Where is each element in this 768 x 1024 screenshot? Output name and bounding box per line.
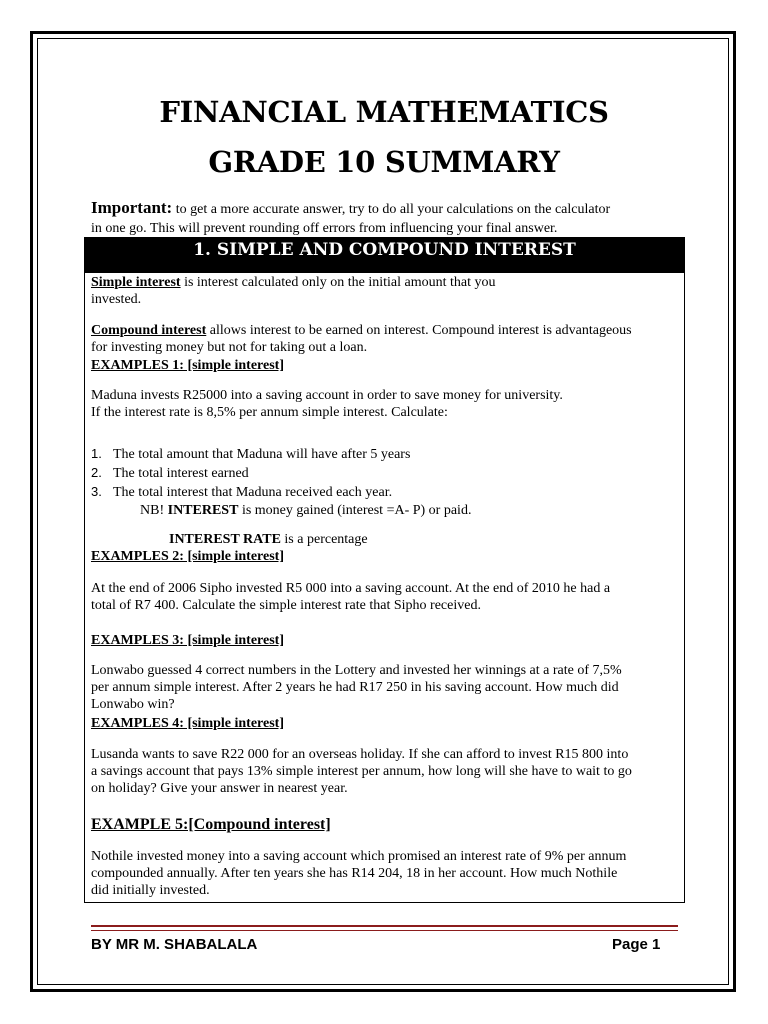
important-text-line1: to get a more accurate answer, try to do all your calculations on the calculator <box>172 202 611 217</box>
compound-interest-term: Compound interest <box>91 323 207 338</box>
example5-line1: Nothile invested money into a saving account which promised an interest rate of 9% per annum <box>91 849 627 864</box>
compound-interest-definition <box>91 322 681 356</box>
simple-interest-def-line2: invested. <box>91 292 142 307</box>
list-item-text: The total amount that Maduna will have after 5 years <box>113 447 411 462</box>
example5-line2: compounded annually. After ten years she has R14 204, 18 in her account. How much Nothile <box>91 866 618 881</box>
simple-interest-definition <box>91 274 681 308</box>
example4-heading: EXAMPLES 4: [simple interest] <box>91 716 284 731</box>
nb-prefix: NB! <box>140 503 168 518</box>
document-title: FINANCIAL MATHEMATICS <box>159 95 609 129</box>
section-title: 1. SIMPLE AND COMPOUND INTEREST <box>193 240 576 260</box>
page-number: Page 1 <box>612 936 661 953</box>
example3-line1: Lonwabo guessed 4 correct numbers in the Lottery and invested her winnings at a rate of 7,5% <box>91 663 622 678</box>
example1-heading: EXAMPLES 1: [simple interest] <box>91 358 284 373</box>
example2-line1: At the end of 2006 Sipho invested R5 000 into a saving account. At the end of 2010 he had a <box>91 581 611 596</box>
example2-problem <box>91 580 681 614</box>
document-subtitle: GRADE 10 SUMMARY <box>208 145 560 179</box>
example3-problem <box>91 662 681 713</box>
compound-interest-def-line2: for investing money but not for taking out a loan. <box>91 340 368 355</box>
interest-definition: is money gained (interest =A- P) or paid. <box>238 503 472 518</box>
example4-line3: on holiday? Give your answer in nearest year. <box>91 781 348 796</box>
list-number: 2. <box>91 465 102 480</box>
example4-line2: a savings account that pays 13% simple interest per annum, how long will she have to wait to go <box>91 764 632 779</box>
interest-rate-definition: is a percentage <box>280 532 368 547</box>
footer-author: BY MR M. SHABALALA <box>91 936 258 953</box>
example1-line1: Maduna invests R25000 into a saving account in order to save money for university. <box>91 388 563 403</box>
interest-rate-note <box>169 531 759 548</box>
example4-problem <box>91 746 681 797</box>
example3-line2: per annum simple interest. After 2 years he had R17 250 in his saving account. How much did <box>91 680 619 695</box>
simple-interest-term: Simple interest <box>91 275 181 290</box>
example2-heading: EXAMPLES 2: [simple interest] <box>91 549 284 564</box>
simple-interest-def-line1: is interest calculated only on the initial amount that you <box>180 275 496 290</box>
list-number: 1. <box>91 446 102 461</box>
example4-line1: Lusanda wants to save R22 000 for an overseas holiday. If she can afford to invest R15 800 into <box>91 747 629 762</box>
example5-heading: EXAMPLE 5:[Compound interest] <box>91 816 331 833</box>
interest-note <box>140 502 730 519</box>
example3-heading: EXAMPLES 3: [simple interest] <box>91 633 284 648</box>
example1-item <box>91 444 410 464</box>
example3-line3: Lonwabo win? <box>91 697 175 712</box>
example1-item <box>91 482 392 502</box>
important-note <box>91 198 681 238</box>
list-number: 3. <box>91 484 102 499</box>
important-text-line2: in one go. This will prevent rounding off errors from influencing your final answer. <box>91 221 558 236</box>
example1-item <box>91 463 249 483</box>
section-heading-bar <box>84 237 685 273</box>
example5-problem <box>91 848 681 899</box>
footer-rule-thin <box>91 930 678 931</box>
interest-term: INTEREST <box>167 503 239 518</box>
example1-line2: If the interest rate is 8,5% per annum simple interest. Calculate: <box>91 405 448 420</box>
example1-problem <box>91 387 681 421</box>
example2-line2: total of R7 400. Calculate the simple interest rate that Sipho received. <box>91 598 481 613</box>
list-item-text: The total interest earned <box>113 466 249 481</box>
interest-rate-term: INTEREST RATE <box>169 532 281 547</box>
footer-rule <box>91 925 678 927</box>
example5-line3: did initially invested. <box>91 883 210 898</box>
list-item-text: The total interest that Maduna received each year. <box>113 485 393 500</box>
compound-interest-def-line1: allows interest to be earned on interest. Compound interest is advantageous <box>206 323 632 338</box>
important-label: Important: <box>91 198 173 217</box>
